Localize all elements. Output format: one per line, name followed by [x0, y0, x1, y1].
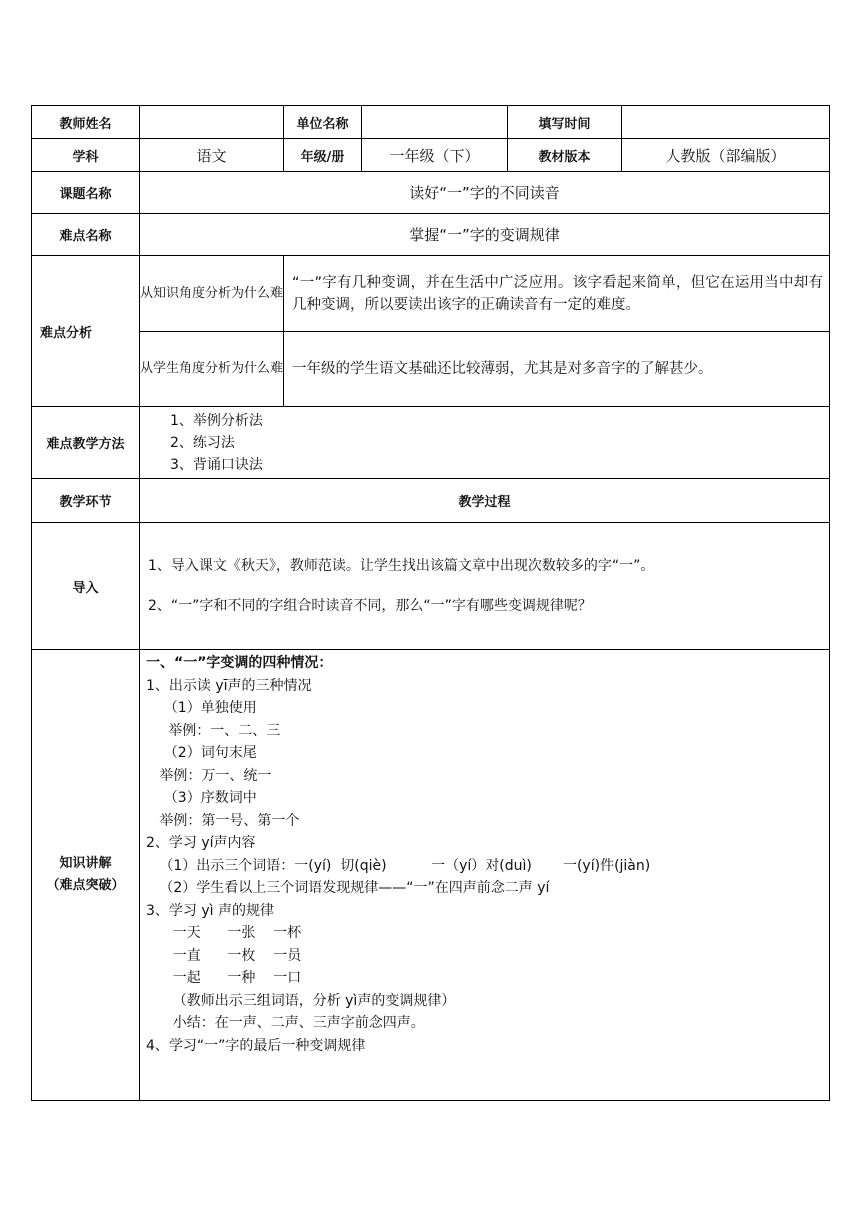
process-header-row [32, 479, 830, 523]
knowledge-line: （2）学生看以上三个词语发现规律——“一”在四声前念二声 yí [146, 880, 550, 896]
knowledge-line: （2）词句末尾 [146, 745, 257, 761]
knowledge-line: （1）单独使用 [146, 700, 257, 716]
grade-value: 一年级（下） [362, 139, 508, 172]
methods-list [140, 407, 830, 479]
difficulty-row [32, 214, 830, 256]
knowledge-line: 2、学习 yí声内容 [146, 835, 256, 851]
subject-label: 学科 [32, 139, 140, 172]
header-row [32, 106, 830, 139]
grade-label: 年级/册 [284, 139, 362, 172]
knowledge-line: 举例：第一号、第一个 [146, 812, 300, 829]
knowledge-line: 一起 一种 一口 [146, 970, 302, 986]
unit-name-label: 单位名称 [284, 106, 362, 139]
knowledge-line: 举例：一、二、三 [146, 722, 281, 739]
method-item: 2、练习法 [170, 434, 235, 451]
intro-line: 2、“一”字和不同的字组合时读音不同，那么“一”字有哪些变调规律呢？ [148, 598, 592, 614]
subject-value: 语文 [140, 139, 284, 172]
intro-label: 导入 [32, 523, 140, 650]
knowledge-line: 4、学习“一”字的最后一种变调规律 [146, 1037, 366, 1054]
knowledge-angle-text: “一”字有几种变调，并在生活中广泛应用。该字看起来简单，但它在运用当中却有几种变调，所以要读出该字的正确读音有一定的难度。 [284, 256, 830, 332]
knowledge-line: （3）序数词中 [146, 790, 257, 806]
methods-label: 难点教学方法 [32, 407, 140, 479]
knowledge-line: 一直 一枚 一员 [146, 947, 302, 964]
knowledge-line: 一天 一张 一杯 [146, 925, 302, 941]
fill-time-label: 填写时间 [508, 106, 622, 139]
difficulty-label: 难点名称 [32, 214, 140, 256]
unit-name-field[interactable] [362, 106, 508, 139]
analysis-student-row [32, 332, 830, 407]
topic-row [32, 172, 830, 214]
knowledge-line: 小结：在一声、二声、三声字前念四声。 [146, 1015, 425, 1031]
knowledge-label-line: 知识讲解 [59, 856, 112, 871]
intro-row [32, 523, 830, 650]
fill-time-field[interactable] [622, 106, 830, 139]
intro-content [140, 523, 830, 650]
method-item: 1、举例分析法 [170, 412, 263, 429]
lesson-plan-table [31, 105, 830, 1101]
teacher-name-label: 教师姓名 [32, 106, 140, 139]
edition-label: 教材版本 [508, 139, 622, 172]
knowledge-line: 1、出示读 yī声的三种情况 [146, 677, 312, 694]
topic-label: 课题名称 [32, 172, 140, 214]
knowledge-line: 举例：万一、统一 [146, 767, 272, 784]
student-angle-label: 从学生角度分析为什么难 [140, 332, 284, 407]
knowledge-label [32, 650, 140, 1101]
knowledge-line: 3、学习 yì 声的规律 [146, 902, 274, 919]
stage-label: 教学环节 [32, 479, 140, 523]
knowledge-angle-label: 从知识角度分析为什么难 [140, 256, 284, 332]
analysis-knowledge-row [32, 256, 830, 332]
method-item: 3、背诵口诀法 [170, 456, 263, 473]
student-angle-text: 一年级的学生语文基础还比较薄弱，尤其是对多音字的了解甚少。 [284, 332, 830, 407]
methods-row [32, 407, 830, 479]
knowledge-line: （教师出示三组词语，分析 yì声的变调规律） [146, 992, 456, 1009]
topic-value: 读好“一”字的不同读音 [140, 172, 830, 214]
knowledge-line: 一、“一”字变调的四种情况： [146, 655, 333, 671]
knowledge-row [32, 650, 830, 1101]
subject-row [32, 139, 830, 172]
difficulty-value: 掌握“一”字的变调规律 [140, 214, 830, 256]
intro-line: 1、导入课文《秋天》，教师范读。让学生找出该篇文章中出现次数较多的字“一”。 [148, 558, 655, 574]
process-label: 教学过程 [140, 479, 830, 523]
edition-value: 人教版（部编版） [622, 139, 830, 172]
knowledge-line: （1）出示三个词语：一(yí) 切(qiè) 一（yí）对(duì) 一(yí)件(jiàn) [146, 857, 651, 874]
knowledge-content [140, 650, 830, 1101]
knowledge-label-line: （难点突破） [46, 878, 125, 893]
teacher-name-field[interactable] [140, 106, 284, 139]
analysis-label: 难点分析 [32, 256, 140, 407]
